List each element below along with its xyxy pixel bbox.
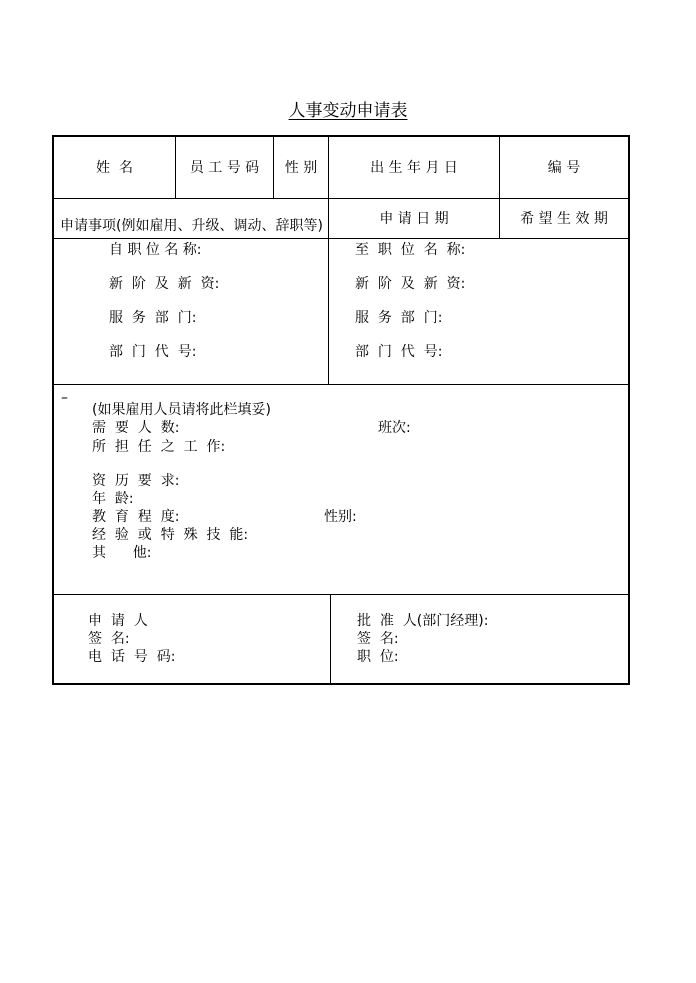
name-header: 姓 名 [96,160,133,176]
serial-number-header: 编 号 [547,160,581,176]
applicant-label: 申 请 人 [88,613,148,629]
birth-date-header: 出 生 年 月 日 [370,160,458,176]
apply-date-label: 申 请 日 期 [379,211,449,227]
effective-date-label: 希 望 生 效 期 [520,211,608,227]
from-department-code: 部 门 代 号: [109,344,197,360]
education-label: 教 育 程 度: [92,509,180,525]
from-grade-salary: 新 阶 及 新 资: [109,276,220,292]
applicant-phone-label: 电 话 号 码: [88,649,176,665]
to-department-code: 部 门 代 号: [355,344,443,360]
to-grade-salary: 新 阶 及 新 资: [355,276,466,292]
approver-label: 批 准 人(部门经理): [357,613,489,629]
section-dash: – [61,390,68,406]
approver-position-label: 职 位: [357,649,399,665]
duties-label: 所 担 任 之 工 作: [92,439,226,455]
row-divider-header [54,198,628,199]
to-position-title: 至 职 位 名 称: [355,242,466,258]
headcount-label: 需 要 人 数: [92,420,180,436]
from-department: 服 务 部 门: [109,310,197,326]
request-item-label: 申请事项(例如雇用、升级、调动、辞职等) [60,218,323,234]
qualifications-label: 资 历 要 求: [92,473,180,489]
personnel-change-form [52,135,630,685]
applicant-signature-label: 签 名: [88,631,130,647]
age-label: 年 龄: [92,491,134,507]
hire-note: (如果雇用人员请将此栏填妥) [92,402,271,418]
row-divider-hire [54,594,628,595]
row-divider-request [54,238,628,239]
to-department: 服 务 部 门: [355,310,443,326]
required-gender-label: 性别: [324,509,357,525]
form-title: 人事变动申请表 [288,101,408,121]
experience-label: 经 验 或 特 殊 技 能: [92,527,249,543]
shift-label: 班次: [378,420,411,436]
row-divider-positions [54,384,628,385]
other-label: 其 他: [92,545,152,561]
gender-header: 性 别 [284,160,318,176]
from-position-title: 自 职 位 名 称: [109,242,202,258]
col-divider-signature [330,594,331,683]
approver-signature-label: 签 名: [357,631,399,647]
employee-number-header: 员 工 号 码 [189,160,260,176]
